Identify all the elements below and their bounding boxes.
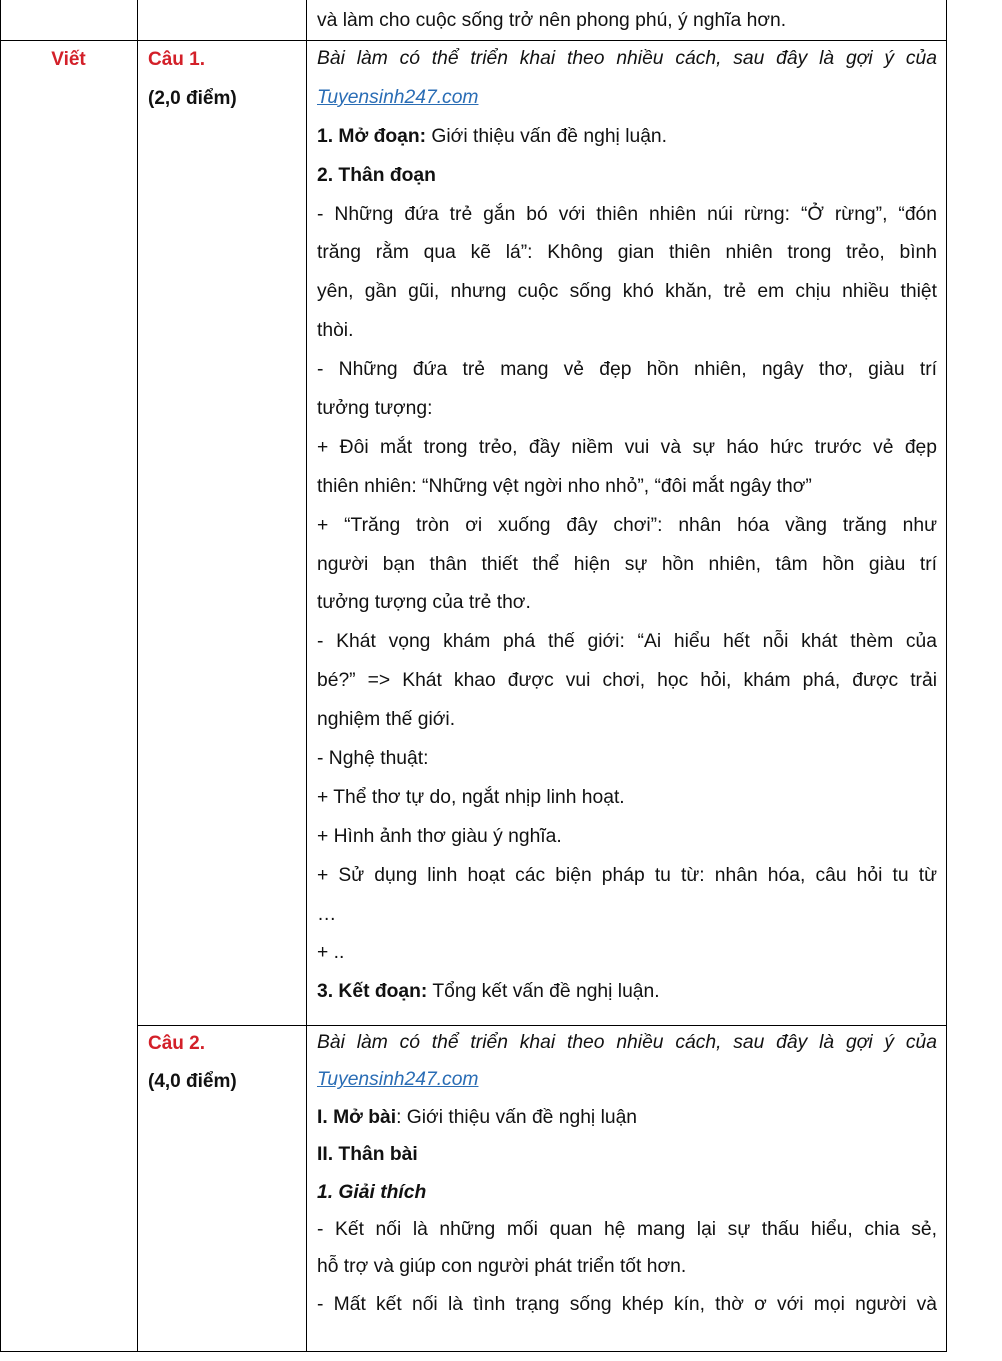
cau2-line: - Mất kết nối là tình trạng sống khép kín, thờ ơ với mọi người và [317, 1293, 937, 1315]
cau1-line: + “Trăng tròn ơi xuống đây chơi”: nhân hóa vầng trăng như [317, 514, 937, 536]
cau1-than-doan: 2. Thân đoạn [317, 164, 436, 186]
top-row-line: và làm cho cuộc sống trở nên phong phú, ý nghĩa hơn. [317, 10, 787, 31]
cau1-line: trăng rằm qua kẽ lá”: Không gian thiên nhiên trong trẻo, bình [317, 242, 937, 264]
cau1-source-link[interactable]: Tuyensinh247.com [317, 86, 479, 108]
cau1-mo-doan: 1. Mở đoạn: Giới thiệu vấn đề nghị luận. [317, 125, 668, 147]
cau2-than-bai: II. Thân bài [317, 1144, 418, 1166]
table-border-left [0, 0, 1, 1352]
cau2-line: - Kết nối là những mối quan hệ mang lại sự thấu hiểu, chia sẻ, [317, 1218, 937, 1240]
top-row-text [317, 2, 937, 41]
cau2-points: (4,0 điểm) [148, 1071, 237, 1092]
cau2-mo-bai: I. Mở bài: Giới thiệu vấn đề nghị luận [317, 1106, 638, 1128]
cau1-line: thiên nhiên: “Những vệt ngời nho nhỏ”, “đôi mắt ngây thơ” [317, 475, 812, 497]
cau1-line: + Thể thơ tự do, ngắt nhịp linh hoạt. [317, 786, 625, 808]
cau2-giai-thich: 1. Giải thích [317, 1181, 427, 1203]
cau1-line: + .. [317, 942, 345, 964]
cau2-line: hỗ trợ và giúp con người phát triển tốt hơn. [317, 1256, 687, 1278]
cau1-line: thòi. [317, 320, 354, 342]
cau2-intro: Bài làm có thể triển khai theo nhiều cách, sau đây là gợi ý của [317, 1032, 937, 1053]
cau2-label: Câu 2. [148, 1033, 206, 1054]
cau1-line: + Đôi mắt trong trẻo, đầy niềm vui và sự háo hức trước vẻ đẹp [317, 436, 937, 458]
cau1-line: nghiệm thế giới. [317, 709, 456, 731]
cau1-line: … [317, 903, 337, 925]
section-label: Viết [51, 49, 86, 70]
cau1-line: - Nghệ thuật: [317, 748, 429, 770]
cau2-content [317, 1024, 937, 1323]
cau1-line: tưởng tượng: [317, 398, 433, 420]
cau1-line: - Khát vọng khám phá thế giới: “Ai hiểu hết nỗi khát thèm của [317, 631, 937, 653]
cau1-line: tưởng tượng của trẻ thơ. [317, 592, 531, 614]
cau1-line: bé?” => Khát khao được vui chơi, học hỏi, khám phá, được trải [317, 670, 937, 692]
cau1-line: yên, gần gũi, nhưng cuộc sống khó khăn, trẻ em chịu nhiều thiệt [317, 281, 937, 303]
table-border-bottom [0, 1351, 947, 1352]
cau1-line: - Những đứa trẻ mang vẻ đẹp hồn nhiên, ngây thơ, giàu trí [317, 359, 937, 381]
cau1-points: (2,0 điểm) [148, 88, 237, 109]
cau1-content [317, 40, 937, 1012]
cau1-intro: Bài làm có thể triển khai theo nhiều cách, sau đây là gợi ý của [317, 48, 937, 69]
column-divider-2 [306, 0, 307, 1352]
cau2-source-link[interactable]: Tuyensinh247.com [317, 1069, 479, 1091]
cau1-line: - Những đứa trẻ gắn bó với thiên nhiên núi rừng: “Ở rừng”, “đón [317, 203, 937, 225]
table-border-right [946, 0, 947, 1352]
column-divider-1 [137, 0, 138, 1352]
cau1-line: người bạn thân thiết thể hiện sự hồn nhiên, tâm hồn giàu trí [317, 553, 937, 575]
cau1-line: + Sử dụng linh hoạt các biện pháp tu từ: nhân hóa, câu hỏi tu từ [317, 864, 937, 886]
cau1-line: + Hình ảnh thơ giàu ý nghĩa. [317, 825, 562, 847]
cau1-ket-doan: 3. Kết đoạn: Tổng kết vấn đề nghị luận. [317, 981, 660, 1003]
cau1-label: Câu 1. [148, 49, 206, 70]
